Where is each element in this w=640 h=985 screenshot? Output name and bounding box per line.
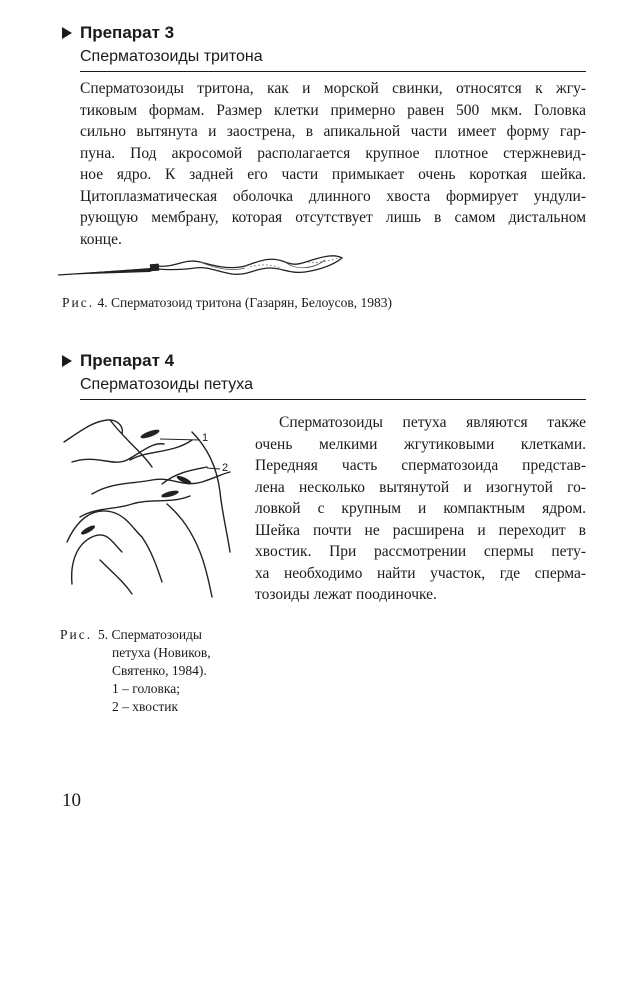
text-line: очень мелкими жгутиковыми клетками.	[255, 435, 586, 453]
text-line: тиковым формам. Размер клетки примерно равен 500 мкм. Головка	[80, 101, 586, 119]
triangle-bullet-icon	[62, 355, 72, 367]
section-3-paragraph	[80, 78, 586, 250]
section-3-subtitle: Сперматозоиды тритона	[80, 48, 263, 65]
figure-5-label-1: 1	[202, 432, 209, 444]
section-4-subtitle: Сперматозоиды петуха	[80, 376, 253, 393]
section-3-header	[62, 22, 586, 72]
text-line: ха необходимо найти участок, где сперма-	[255, 564, 586, 582]
caption-line: 5. Сперматозоиды	[98, 627, 202, 642]
caption-line: 2 – хвостик	[112, 699, 179, 714]
text-line: ное ядро. К задней его части примыкает очень короткая шейка.	[80, 166, 586, 183]
text-line: рующую мембрану, которая отсутствует лишь в самом дистальном	[80, 209, 586, 226]
figure-5-caption	[98, 626, 268, 716]
figure-4-prefix: Рис.	[62, 295, 95, 310]
text-line: Цитоплазматическая оболочка длинного хвоста формирует ундули-	[80, 187, 586, 205]
section-4-paragraph	[255, 412, 586, 606]
figure-5-label-2: 2	[222, 462, 229, 474]
text-line: хвостик. При рассмотрении спермы пету-	[255, 543, 586, 560]
figure-4-caption	[62, 294, 582, 312]
figure-5-prefix: Рис.	[60, 627, 93, 642]
section-3-rule	[80, 71, 586, 72]
section-4-header	[62, 350, 586, 400]
text-line: тозоиды лежат поодиночке.	[255, 586, 437, 603]
text-line: Сперматозоиды петуха являются также	[279, 414, 586, 431]
caption-line: Святенко, 1984).	[112, 663, 207, 678]
triangle-bullet-icon	[62, 27, 72, 39]
text-line: Шейка почти не расширена и переходит в	[255, 521, 586, 539]
page-number: 10	[62, 790, 81, 811]
text-line: пуна. Под акросомой располагается крупное плотное стержневид-	[80, 144, 586, 162]
section-4-rule	[80, 399, 586, 400]
rooster-sperm-figure	[52, 412, 242, 607]
figure-4-caption-text: 4. Сперматозоид тритона (Газарян, Белоусов, 1983)	[97, 295, 392, 310]
newt-sperm-figure	[50, 246, 350, 286]
text-line: сильно вытянута и заострена, в апикальной части имеет форму гар-	[80, 123, 586, 140]
section-4-title: Препарат 4	[80, 351, 175, 370]
text-line: ловкой с крупным и компактным ядром.	[255, 500, 586, 517]
text-line: конце.	[80, 230, 122, 248]
caption-line: 1 – головка;	[112, 681, 180, 696]
text-line: Передняя часть сперматозоида представ-	[255, 457, 586, 474]
section-3-title: Препарат 3	[80, 23, 175, 42]
caption-line: петуха (Новиков,	[112, 645, 211, 660]
text-line: Сперматозоиды тритона, как и морской свинки, относятся к жгу-	[80, 80, 586, 97]
text-line: лена несколько вытянутой и изогнутой го-	[255, 478, 586, 496]
